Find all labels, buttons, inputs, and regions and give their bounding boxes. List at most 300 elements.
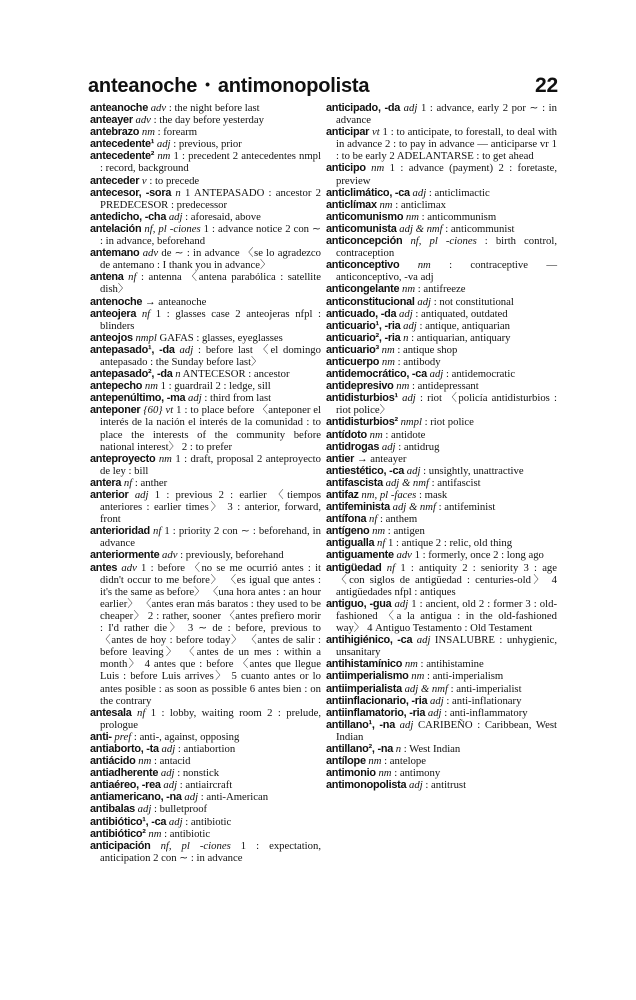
entry-part-of-speech: nm	[379, 198, 393, 211]
entry-part-of-speech: adj	[430, 694, 444, 707]
entry-headword: anticonstitucional	[326, 295, 415, 308]
entry-headword: anterioridad	[90, 525, 150, 538]
entry-headword: antecesor, -sora	[90, 186, 172, 199]
entry-definition: : antihistamine	[420, 658, 484, 671]
entry-definition: : antibody	[397, 355, 441, 368]
entry-definition: : anti-inflammatory	[444, 706, 528, 719]
dictionary-entry	[90, 175, 321, 187]
entry-headword: antiadherente	[90, 767, 159, 780]
dictionary-entry	[90, 767, 321, 779]
entry-definition: : unsightly, unattractive	[423, 464, 524, 477]
dictionary-entry	[326, 767, 557, 779]
entry-part-of-speech: adj	[427, 706, 442, 719]
dictionary-entry	[90, 525, 321, 549]
entry-definition: : antiquated, outdated	[415, 307, 508, 320]
entry-headword: anteceder	[90, 174, 140, 187]
entry-definition: 1 : priority 2 con ∼ : beforehand, in advance	[100, 525, 322, 550]
entry-part-of-speech: adj	[137, 803, 152, 816]
entry-definition: : contraceptive — anticonceptivo, -va adj	[336, 259, 558, 284]
entry-definition: 1 : draft, proposal 2 anteproyecto de ley : bill	[100, 452, 321, 477]
entry-headword: anticipar	[326, 126, 370, 139]
dictionary-entry	[326, 707, 557, 719]
dictionary-entry	[90, 271, 321, 295]
entry-part-of-speech: adj & nmf	[404, 682, 448, 695]
entry-definition: 1 : before 〈no se me ocurrió antes : it didn't occur to me before〉 〈es igual que antes : it's the same as before〉 〈una hora antes : an hour earlier〉 〈antes eran más baratos : they used to be cheaper〉 2 : rather, sooner 〈antes prefiero morir : I'd rather die〉 3 ∼ de : before, previous to 〈antes de hoy : before today〉 〈antes de salir : before leaving〉 〈antes de un mes : within a month〉 4 antes que : before 〈antes que llegue Luis : before Luis arrives〉 5 cuanto antes or lo antes posible : as soon as possible 6 antes bien : on the contrary	[100, 561, 322, 707]
dictionary-entry	[326, 429, 557, 441]
entry-headword: anticuario², -ria	[326, 331, 401, 344]
entry-definition: : antidote	[385, 428, 426, 441]
entry-headword: antibalas	[90, 803, 135, 816]
entry-part-of-speech: nm	[372, 525, 386, 538]
entry-definition: : anticlimax	[395, 198, 446, 211]
entry-part-of-speech: adj & nmf	[385, 476, 429, 489]
entry-part-of-speech: adj	[134, 489, 149, 501]
entry-part-of-speech: nf, pl -ciones	[160, 839, 231, 852]
entry-headword: antifaz	[326, 489, 359, 501]
entry-headword: antecedente²	[90, 150, 155, 163]
dictionary-entry	[90, 332, 321, 344]
entry-headword: antiaéreo, -rea	[90, 779, 161, 792]
entry-definition: : nonstick	[177, 767, 220, 780]
entry-definition: : antibiotic	[185, 815, 232, 828]
entry-headword: antesala	[90, 706, 132, 719]
entry-headword: anterior	[90, 489, 129, 501]
entry-definition: 1 : antiquity 2 : seniority 3 : age 〈con siglos de antigüedad : centuries-old〉 4 antigüedades nfpl : antiques	[336, 561, 558, 598]
entry-headword: anticuerpo	[326, 355, 380, 368]
dictionary-entry	[326, 695, 557, 707]
entry-definition: 1 : advance notice 2 con ∼ : in advance, beforehand	[100, 222, 321, 248]
entry-part-of-speech: nf	[123, 476, 133, 489]
dictionary-entry	[326, 356, 557, 368]
entry-part-of-speech: pref	[114, 730, 132, 743]
entry-definition: : antenna 〈antena parabólica : satellite dish〉	[100, 271, 321, 296]
entry-headword: antiimperialista	[326, 682, 402, 695]
entry-definition: 1 : guardrail 2 : ledge, sill	[160, 380, 271, 393]
dictionary-entry	[326, 283, 557, 295]
dictionary-entry	[326, 598, 557, 634]
entry-definition: : anti-imperialism	[426, 670, 504, 683]
entry-part-of-speech: nm	[141, 126, 155, 139]
dictionary-entry	[90, 779, 321, 791]
entry-headword: anticonceptivo	[326, 259, 400, 272]
entry-definition: : forearm	[157, 126, 198, 139]
entry-headword: antebrazo	[90, 126, 140, 139]
dictionary-entry	[90, 138, 321, 150]
entry-definition: : previously, beforehand	[180, 549, 284, 562]
dictionary-entry	[326, 489, 557, 501]
dictionary-entry	[90, 392, 321, 404]
entry-definition: 1 : ancient, old 2 : former 3 : old-fashioned 〈a la antigua : in the old-fashioned way〉 4 Antiguo Testamento : Old Testament	[336, 597, 558, 635]
entry-headword: anticomunismo	[326, 210, 404, 223]
entry-part-of-speech: nf	[377, 537, 386, 550]
entry-headword: antena	[90, 271, 124, 284]
entry-headword: anticuario³	[326, 343, 379, 356]
entry-part-of-speech: nm	[138, 755, 152, 768]
dictionary-entry	[90, 247, 321, 271]
dictionary-entry	[90, 187, 321, 211]
entry-definition: : before last 〈el domingo antepasado : the Sunday before last〉	[100, 343, 321, 368]
entry-definition: 1 : previous 2 : earlier 〈tiempos anteriores : earlier times〉 3 : anterior, forward, front	[100, 489, 322, 526]
entry-part-of-speech: adj	[168, 815, 183, 828]
entry-headword: antiaborto, -ta	[90, 742, 159, 755]
dictionary-entry	[326, 562, 557, 598]
entry-headword: antígeno	[326, 525, 370, 538]
dictionary-entry	[326, 320, 557, 332]
dictionary-entry	[326, 223, 557, 235]
dictionary-entry	[326, 719, 557, 743]
entry-part-of-speech: adj & nmf	[399, 222, 443, 235]
dictionary-entry	[90, 114, 321, 126]
entry-part-of-speech: adj	[188, 392, 202, 405]
entry-definition: : anti-, against, opposing	[133, 730, 240, 743]
entry-definition: 1 : precedent 2 antecedentes nmpl : record, background	[100, 150, 321, 175]
entry-definition: : mask	[419, 489, 448, 501]
entry-headword: antiinflamatorio, -ria	[326, 706, 426, 719]
entry-part-of-speech: nm	[378, 767, 392, 780]
entry-part-of-speech: nm	[381, 355, 395, 368]
entry-headword: antigualla	[326, 537, 375, 550]
entry-definition: : the night before last	[168, 102, 260, 114]
entry-part-of-speech: adj	[163, 779, 178, 792]
entry-definition: : antique, antiquarian	[419, 319, 510, 332]
entry-definition: : not constitutional	[433, 295, 514, 308]
entry-part-of-speech: nf, pl -ciones	[144, 222, 201, 235]
entry-part-of-speech: nf, pl -ciones	[410, 235, 477, 248]
dictionary-entry	[90, 404, 321, 452]
entry-part-of-speech: adj	[399, 307, 413, 320]
entry-headword: anteayer	[90, 114, 133, 127]
entry-headword: antera	[90, 476, 122, 489]
entry-part-of-speech: nf	[141, 307, 151, 320]
entry-definition: : antiabortion	[177, 742, 236, 755]
dictionary-entry	[326, 344, 557, 356]
entry-definition: de ∼ : in advance 〈se lo agradezco de antemano : I thank you in advance〉	[100, 247, 322, 272]
entry-part-of-speech: nm	[402, 283, 416, 296]
entry-part-of-speech: adv	[135, 114, 151, 127]
dictionary-entry	[326, 670, 557, 682]
dictionary-entry	[90, 308, 321, 332]
entry-part-of-speech: adj	[417, 295, 432, 308]
entry-headword: antiamericano, -na	[90, 791, 182, 804]
entry-headword: antiinflacionario, -ria	[326, 694, 428, 707]
entry-part-of-speech: nm	[371, 162, 385, 175]
entry-headword: antifascista	[326, 476, 383, 489]
dictionary-entry	[326, 549, 557, 561]
entry-headword: antedicho, -cha	[90, 210, 167, 223]
entry-part-of-speech: adj	[403, 102, 418, 114]
entry-headword: anticipación	[90, 839, 151, 852]
entry-headword: anticlimático, -ca	[326, 186, 410, 199]
entry-headword: antidepresivo	[326, 380, 394, 393]
entry-headword: antidemocrático, -ca	[326, 368, 427, 381]
entry-part-of-speech: n	[175, 368, 181, 381]
entry-headword: antepecho	[90, 380, 143, 393]
entry-definition: : riot 〈policía antidisturbios : riot police〉	[336, 392, 558, 417]
entry-headword: antes	[90, 561, 118, 574]
entry-definition: 1 : to anticipate, to forestall, to deal with in advance 2 : to pay in advance — anticiparse vr 1 : to be early 2 ADELANTARSE : to get ahead	[336, 126, 558, 163]
entry-headword: antelación	[90, 222, 142, 235]
entry-headword: antibiótico²	[90, 827, 146, 840]
right-column	[326, 102, 557, 791]
dictionary-entry	[326, 235, 557, 259]
entry-headword: antihigiénico, -ca	[326, 634, 413, 647]
entry-headword: anticongelante	[326, 283, 400, 296]
entry-part-of-speech: n	[395, 742, 402, 755]
entry-definition: : birth control, contraception	[336, 235, 558, 260]
entry-headword: anticuario¹, -ria	[326, 319, 401, 332]
entry-part-of-speech: adj	[184, 791, 199, 804]
entry-definition: : antelope	[384, 755, 426, 768]
entry-part-of-speech: adj	[409, 779, 423, 792]
entry-definition: : antigen	[387, 525, 425, 538]
entry-headword: antihistamínico	[326, 658, 403, 671]
entry-definition: : anthem	[380, 513, 418, 526]
entry-headword: anticipado, -da	[326, 102, 401, 114]
dictionary-entry	[326, 453, 557, 465]
dictionary-entry	[326, 658, 557, 670]
entry-part-of-speech: adj	[161, 742, 176, 755]
entry-definition: : previous, prior	[173, 138, 242, 151]
entry-part-of-speech: n	[403, 331, 409, 344]
entry-part-of-speech: nf	[386, 561, 396, 574]
entry-definition: 1 : glasses case 2 anteojeras nfpl : blinders	[100, 307, 322, 332]
entry-part-of-speech: nm	[381, 343, 395, 356]
entry-headword: antigüedad	[326, 561, 382, 574]
dictionary-entry	[326, 259, 557, 283]
dictionary-entry	[90, 562, 321, 707]
entry-part-of-speech: adj	[394, 597, 409, 610]
entry-headword: antiácido	[90, 755, 136, 768]
entry-headword: anteproyecto	[90, 452, 156, 465]
dictionary-entry	[326, 368, 557, 380]
dictionary-entry	[326, 525, 557, 537]
entry-part-of-speech: nf	[128, 271, 137, 284]
entry-headword: antifeminista	[326, 501, 390, 514]
entry-definition: : to precede	[149, 174, 200, 187]
entry-headword: anteojos	[90, 331, 133, 344]
dictionary-entry	[90, 755, 321, 767]
entry-definition: 1 : advance (payment) 2 : foretaste, preview	[336, 162, 558, 187]
entry-headword: antillano¹, -na	[326, 718, 396, 731]
entry-part-of-speech: adv	[162, 549, 178, 562]
entry-part-of-speech: adv	[150, 102, 167, 114]
entry-part-of-speech: adj	[403, 319, 417, 332]
page-number: 22	[535, 74, 558, 97]
entry-definition: : anti-imperialist	[450, 682, 522, 695]
dictionary-entry	[326, 296, 557, 308]
entry-part-of-speech: vt	[371, 126, 380, 139]
dictionary-entry	[326, 102, 557, 126]
entry-headword: antílope	[326, 755, 366, 768]
dictionary-entry	[326, 162, 557, 186]
dictionary-entry	[326, 683, 557, 695]
entry-definition: : anticlimactic	[428, 186, 490, 199]
entry-part-of-speech: nf	[137, 706, 146, 719]
left-column	[90, 102, 321, 864]
entry-headword: antífona	[326, 513, 367, 526]
entry-headword: antidrogas	[326, 440, 380, 453]
dictionary-entry	[326, 187, 557, 199]
entry-part-of-speech: nm	[404, 658, 418, 671]
entry-headword: anticoncepción	[326, 235, 403, 248]
page-header	[88, 74, 558, 98]
dictionary-entry	[90, 296, 321, 308]
entry-definition: → anteayer	[356, 452, 407, 465]
entry-part-of-speech: adj	[399, 718, 414, 731]
entry-headword: antidisturbios¹	[326, 392, 398, 405]
entry-definition: : antifeminist	[438, 501, 496, 514]
entry-part-of-speech: adv	[142, 247, 159, 260]
entry-definition: : antiquarian, antiquary	[411, 331, 511, 344]
entry-headword: antenoche	[90, 295, 143, 308]
entry-definition: : antique shop	[397, 343, 458, 356]
entry-headword: antepenúltimo, -ma	[90, 392, 186, 405]
entry-part-of-speech: n	[175, 186, 181, 199]
entry-definition: : antifreeze	[417, 283, 466, 296]
dictionary-entry	[90, 102, 321, 114]
entry-definition: : antifascist	[431, 476, 481, 489]
entry-headword: antídoto	[326, 428, 367, 441]
entry-part-of-speech: nm	[396, 380, 410, 393]
dictionary-entry	[90, 223, 321, 247]
entry-headword: antimonopolista	[326, 779, 407, 792]
entry-part-of-speech: nm	[158, 452, 172, 465]
entry-headword: antemano	[90, 247, 140, 260]
dictionary-entry	[326, 501, 557, 513]
dictionary-entry	[90, 150, 321, 174]
entry-definition: ANTECESOR : ancestor	[182, 368, 290, 381]
last-guide-word: antimonopolista	[217, 75, 370, 97]
entry-part-of-speech: nm	[411, 670, 425, 683]
guide-word-separator: •	[205, 76, 210, 92]
entry-definition: : riot police	[424, 416, 474, 429]
entry-headword: anteponer	[90, 404, 141, 417]
entry-part-of-speech: adj	[179, 343, 194, 356]
entry-definition: : anti-inflationary	[446, 694, 522, 707]
entry-part-of-speech: nm	[368, 755, 382, 768]
entry-part-of-speech: adj	[416, 634, 431, 647]
entry-definition: : antacid	[153, 755, 191, 768]
entry-definition: : aforesaid, above	[185, 210, 261, 223]
entry-headword: anticuado, -da	[326, 307, 397, 320]
entry-headword: antiimperialismo	[326, 670, 409, 683]
entry-headword: antecedente¹	[90, 138, 155, 151]
dictionary-entry	[90, 380, 321, 392]
dictionary-entry	[90, 707, 321, 731]
dictionary-entry	[90, 816, 321, 828]
entry-headword: antillano², -na	[326, 742, 394, 755]
dictionary-entry	[326, 332, 557, 344]
entry-definition: : third from last	[204, 392, 272, 405]
entry-headword: antidisturbios²	[326, 416, 398, 429]
dictionary-entry	[326, 308, 557, 320]
dictionary-entry	[326, 537, 557, 549]
dictionary-entry	[90, 731, 321, 743]
entry-definition: 1 : advance, early 2 por ∼ : in advance	[336, 102, 557, 127]
dictionary-entry	[90, 743, 321, 755]
entry-definition: : antitrust	[425, 779, 467, 792]
entry-part-of-speech: adv	[121, 561, 137, 574]
entry-headword: antimonio	[326, 767, 376, 780]
entry-definition: : the day before yesterday	[153, 114, 264, 127]
entry-headword: anticipo	[326, 162, 366, 175]
dictionary-entry	[90, 828, 321, 840]
entry-headword: antepasado¹, -da	[90, 343, 175, 356]
entry-definition: : antidemocratic	[445, 368, 516, 381]
entry-headword: anticomunista	[326, 222, 397, 235]
entry-definition: 1 : antique 2 : relic, old thing	[388, 537, 513, 550]
entry-definition: : antiaircraft	[179, 779, 233, 792]
dictionary-entry	[90, 344, 321, 368]
entry-definition: → anteanoche	[144, 295, 207, 308]
entry-part-of-speech: nm	[417, 259, 431, 272]
entry-part-of-speech: nm, pl -faces	[361, 489, 417, 501]
dictionary-entry	[90, 126, 321, 138]
entry-definition: 1 : lobby, waiting room 2 : prelude, prologue	[100, 706, 321, 731]
entry-part-of-speech: adj	[406, 464, 421, 477]
entry-headword: anteanoche	[90, 102, 149, 114]
entry-headword: antibiótico¹, -ca	[90, 815, 167, 828]
dictionary-entry	[326, 441, 557, 453]
entry-part-of-speech: nm	[148, 827, 162, 840]
entry-definition: : bulletproof	[153, 803, 208, 816]
entry-part-of-speech: {60} vt	[143, 404, 174, 417]
dictionary-entry	[90, 803, 321, 815]
entry-part-of-speech: adj & nmf	[392, 501, 436, 514]
entry-part-of-speech: adj	[160, 767, 175, 780]
entry-part-of-speech: adv	[396, 549, 412, 562]
entry-headword: antepasado², -da	[90, 368, 173, 381]
dictionary-entry	[326, 126, 557, 162]
entry-part-of-speech: adj	[156, 138, 171, 151]
dictionary-entry	[90, 368, 321, 380]
entry-headword: anticlímax	[326, 198, 377, 211]
entry-headword: antiguo, -gua	[326, 597, 392, 610]
entry-part-of-speech: adj	[412, 186, 427, 199]
entry-part-of-speech: nf	[369, 513, 378, 526]
entry-definition: 1 : expectation, anticipation 2 con ∼ : in advance	[100, 839, 322, 864]
entry-definition: : anther	[134, 476, 168, 489]
entry-definition: : antidrug	[398, 440, 440, 453]
entry-definition: : anti-American	[200, 791, 269, 804]
entry-definition: : anticommunist	[445, 222, 515, 235]
entry-headword: antiestético, -ca	[326, 464, 405, 477]
dictionary-entry	[326, 380, 557, 392]
entry-part-of-speech: nm	[369, 428, 383, 441]
dictionary-entry	[326, 755, 557, 767]
dictionary-entry	[90, 477, 321, 489]
entry-headword: anti-	[90, 730, 112, 743]
dictionary-entry	[326, 416, 557, 428]
entry-part-of-speech: nm	[157, 150, 171, 163]
dictionary-entry	[326, 743, 557, 755]
dictionary-entry	[90, 453, 321, 477]
dictionary-entry	[326, 477, 557, 489]
dictionary-entry	[90, 840, 321, 864]
entry-part-of-speech: nf	[153, 525, 162, 538]
dictionary-entry	[326, 199, 557, 211]
entry-definition: 1 : formerly, once 2 : long ago	[414, 549, 544, 562]
dictionary-entry	[326, 634, 557, 658]
entry-headword: antier	[326, 452, 355, 465]
dictionary-entry	[90, 549, 321, 561]
entry-part-of-speech: adj	[381, 440, 396, 453]
entry-part-of-speech: nm	[144, 380, 158, 393]
entry-headword: anteriormente	[90, 549, 160, 562]
entry-definition: : antidepressant	[411, 380, 479, 393]
entry-headword: antiguamente	[326, 549, 394, 562]
entry-part-of-speech: nmpl	[135, 331, 157, 344]
